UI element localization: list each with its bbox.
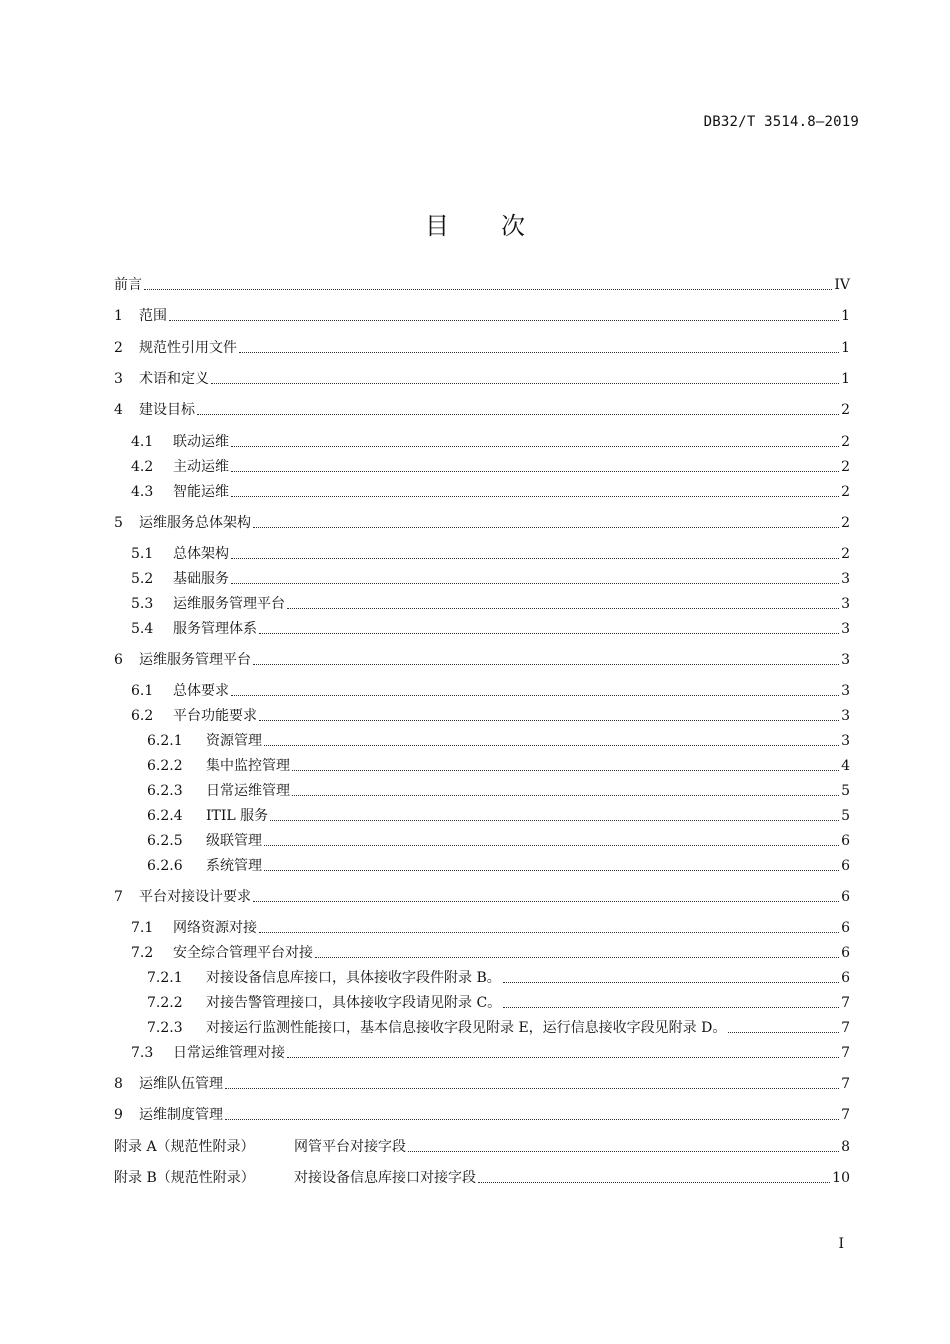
toc-entry-title: 平台功能要求: [173, 708, 257, 724]
toc-dot-leader: [292, 795, 839, 796]
toc-entry-page: 7: [841, 1020, 850, 1036]
toc-entry[interactable]: [131, 541, 850, 563]
toc-entry-title: 集中监控管理: [206, 758, 290, 774]
toc-dot-leader: [264, 845, 839, 846]
toc-entry-title: 服务管理体系: [173, 621, 257, 637]
toc-entry-page: 10: [832, 1170, 850, 1186]
toc-entry-page: 1: [841, 340, 850, 356]
toc-dot-leader: [728, 1032, 839, 1033]
toc-entry-title: 网络资源对接: [173, 920, 257, 936]
toc-dot-leader: [225, 1119, 839, 1120]
toc-dot-leader: [253, 527, 839, 528]
toc-entry-title: 资源管理: [206, 733, 262, 749]
toc-entry[interactable]: [131, 678, 850, 700]
toc-entry-page: 3: [841, 621, 850, 637]
toc-entry-page: 6: [841, 858, 850, 874]
toc-entry-page: 3: [841, 733, 850, 749]
toc-entry[interactable]: [131, 703, 850, 725]
toc-dot-leader: [503, 982, 839, 983]
toc-entry-number: 5.1: [131, 546, 154, 562]
toc-entry-page: 2: [841, 434, 850, 450]
toc-dot-leader: [197, 414, 839, 415]
toc-entry-title: 联动运维: [173, 434, 229, 450]
toc-entry-title: 总体架构: [173, 546, 229, 562]
toc-entry[interactable]: [114, 366, 850, 388]
toc-dot-leader: [287, 1057, 839, 1058]
toc-entry-page: 6: [841, 970, 850, 986]
toc-entry-title: 网管平台对接字段: [294, 1139, 406, 1155]
toc-entry[interactable]: [147, 853, 850, 875]
toc-entry-title: 对接告警管理接口，具体接收字段请见附录 C。: [206, 995, 502, 1011]
toc-entry-number: 4.1: [131, 434, 154, 450]
toc-entry-title: 安全综合管理平台对接: [173, 945, 313, 961]
toc-entry-title: 运维制度管理: [139, 1107, 223, 1123]
toc-entry-number: 6: [114, 652, 123, 668]
toc-entry-page: 3: [841, 596, 850, 612]
toc-dot-leader: [287, 608, 839, 609]
toc-entry-page: 6: [841, 945, 850, 961]
toc-entry-number: 2: [114, 340, 123, 356]
toc-entry[interactable]: [114, 1071, 850, 1093]
toc-entry-number: 6.2: [131, 708, 154, 724]
toc-entry-number: 6.2.6: [147, 858, 183, 874]
toc-entry-page: 7: [841, 1107, 850, 1123]
toc-entry-title: 基础服务: [173, 571, 229, 587]
toc-entry[interactable]: [131, 429, 850, 451]
toc-entry[interactable]: [147, 803, 850, 825]
toc-dot-leader: [503, 1007, 839, 1008]
toc-entry[interactable]: [131, 454, 850, 476]
toc-dot-leader: [169, 320, 839, 321]
toc-entry-page: 3: [841, 652, 850, 668]
toc-entry-title: 范围: [139, 308, 167, 324]
toc-entry-title: 规范性引用文件: [139, 340, 237, 356]
toc-entry-number: 7.2.1: [147, 970, 183, 986]
toc-dot-leader: [259, 932, 839, 933]
page-number: I: [838, 1236, 844, 1252]
toc-dot-leader: [478, 1182, 830, 1183]
toc-entry-number: 附录 A（规范性附录）: [114, 1139, 255, 1155]
toc-entry[interactable]: [114, 1134, 850, 1156]
toc-entry[interactable]: [131, 616, 850, 638]
toc-dot-leader: [259, 633, 839, 634]
toc-entry-number: 6.2.5: [147, 833, 183, 849]
toc-dot-leader: [270, 820, 839, 821]
toc-entry-page: 6: [841, 920, 850, 936]
toc-entry[interactable]: [147, 828, 850, 850]
toc-entry-title: 日常运维管理对接: [173, 1045, 285, 1061]
toc-dot-leader: [239, 352, 839, 353]
toc-dot-leader: [144, 289, 832, 290]
toc-dot-leader: [211, 383, 839, 384]
toc-dot-leader: [253, 901, 839, 902]
toc-entry-page: 5: [841, 783, 850, 799]
toc-entry-title: 总体要求: [173, 683, 229, 699]
toc-entry-page: 3: [841, 708, 850, 724]
toc-entry-number: 5.4: [131, 621, 154, 637]
toc-entry-number: 8: [114, 1076, 123, 1092]
toc-entry-number: 9: [114, 1107, 123, 1123]
toc-entry-page: 7: [841, 1076, 850, 1092]
toc-dot-leader: [264, 870, 839, 871]
toc-entry-number: 7.2.3: [147, 1020, 183, 1036]
toc-entry-title: 运维服务总体架构: [139, 515, 251, 531]
toc-entry-title: 运维队伍管理: [139, 1076, 223, 1092]
toc-entry-number: 4: [114, 402, 123, 418]
toc-entry[interactable]: [131, 479, 850, 501]
toc-entry-page: 4: [841, 758, 850, 774]
toc-entry-number: 1: [114, 308, 123, 324]
toc-entry[interactable]: [147, 753, 850, 775]
toc-entry[interactable]: [114, 510, 850, 532]
toc-entry-title: 对接设备信息库接口对接字段: [294, 1170, 476, 1186]
toc-entry-page: IV: [834, 277, 850, 293]
toc-entry[interactable]: [147, 1015, 850, 1037]
toc-dot-leader: [231, 496, 839, 497]
toc-dot-leader: [231, 695, 839, 696]
toc-entry[interactable]: [131, 915, 850, 937]
toc-entry-number: 6.2.4: [147, 808, 183, 824]
toc-entry-page: 6: [841, 889, 850, 905]
toc-entry[interactable]: [114, 1102, 850, 1124]
toc-entry-page: 7: [841, 995, 850, 1011]
page-title: 目次: [425, 212, 577, 240]
toc-dot-leader: [408, 1151, 839, 1152]
toc-dot-leader: [259, 720, 839, 721]
toc-entry[interactable]: [147, 990, 850, 1012]
toc-entry[interactable]: [131, 591, 850, 613]
toc-entry[interactable]: [131, 940, 850, 962]
toc-entry-title: 术语和定义: [139, 371, 209, 387]
toc-entry[interactable]: [147, 728, 850, 750]
toc-entry-number: 5.2: [131, 571, 154, 587]
toc-entry[interactable]: [147, 965, 850, 987]
toc-dot-leader: [292, 770, 839, 771]
toc-dot-leader: [231, 471, 839, 472]
toc-dot-leader: [264, 745, 839, 746]
toc-entry-title: 对接运行监测性能接口，基本信息接收字段见附录 E，运行信息接收字段见附录 D。: [206, 1020, 727, 1036]
toc-dot-leader: [253, 664, 839, 665]
toc-entry-page: 2: [841, 546, 850, 562]
toc-entry-page: 2: [841, 402, 850, 418]
toc-entry-number: 6.2.1: [147, 733, 183, 749]
toc-entry[interactable]: [131, 1040, 850, 1062]
toc-entry-title: 对接设备信息库接口，具体接收字段件附录 B。: [206, 970, 501, 986]
toc-entry-title: 主动运维: [173, 459, 229, 475]
toc-entry[interactable]: [131, 566, 850, 588]
toc-entry-title: 运维服务管理平台: [139, 652, 251, 668]
toc-entry-page: 5: [841, 808, 850, 824]
toc-entry[interactable]: [114, 647, 850, 669]
toc-entry[interactable]: [114, 335, 850, 357]
toc-dot-leader: [231, 583, 839, 584]
toc-entry-number: 7.1: [131, 920, 154, 936]
toc-dot-leader: [315, 957, 839, 958]
toc-entry-title: 智能运维: [173, 484, 229, 500]
document-code: DB32/T 3514.8—2019: [703, 114, 859, 130]
toc-entry-number: 4.3: [131, 484, 154, 500]
toc-entry-page: 3: [841, 683, 850, 699]
toc-entry-number: 5.3: [131, 596, 154, 612]
toc-entry[interactable]: [114, 303, 850, 325]
toc-entry-page: 2: [841, 459, 850, 475]
toc-entry-page: 6: [841, 833, 850, 849]
toc-entry-page: 8: [841, 1139, 850, 1155]
toc-entry[interactable]: [114, 272, 850, 294]
toc-entry-title: 前言: [114, 277, 142, 293]
toc-entry-number: 6.2.3: [147, 783, 183, 799]
toc-entry-page: 3: [841, 571, 850, 587]
toc-entry-page: 2: [841, 515, 850, 531]
toc-entry-page: 1: [841, 308, 850, 324]
toc-dot-leader: [225, 1088, 839, 1089]
toc-entry-number: 6.2.2: [147, 758, 183, 774]
toc-entry-page: 2: [841, 484, 850, 500]
toc-entry-number: 7: [114, 889, 123, 905]
toc-entry-number: 6.1: [131, 683, 154, 699]
toc-entry-title: 级联管理: [206, 833, 262, 849]
toc-entry-title: 系统管理: [206, 858, 262, 874]
toc-entry-page: 1: [841, 371, 850, 387]
toc-entry-title: 建设目标: [139, 402, 195, 418]
toc-entry[interactable]: [114, 884, 850, 906]
toc-entry-number: 5: [114, 515, 123, 531]
toc-entry-title: 日常运维管理: [206, 783, 290, 799]
toc-entry-number: 7.2.2: [147, 995, 183, 1011]
toc-entry[interactable]: [147, 778, 850, 800]
toc-dot-leader: [231, 446, 839, 447]
toc-entry-title: 运维服务管理平台: [173, 596, 285, 612]
toc-entry-title: ITIL 服务: [206, 808, 269, 824]
toc-entry[interactable]: [114, 1165, 850, 1187]
toc-entry-page: 7: [841, 1045, 850, 1061]
toc-entry-number: 7.2: [131, 945, 154, 961]
toc-entry[interactable]: [114, 397, 850, 419]
toc-entry-title: 平台对接设计要求: [139, 889, 251, 905]
toc-dot-leader: [231, 558, 839, 559]
toc-entry-number: 4.2: [131, 459, 154, 475]
toc-entry-number: 3: [114, 371, 123, 387]
toc-entry-number: 7.3: [131, 1045, 154, 1061]
toc-entry-number: 附录 B（规范性附录）: [114, 1170, 255, 1186]
